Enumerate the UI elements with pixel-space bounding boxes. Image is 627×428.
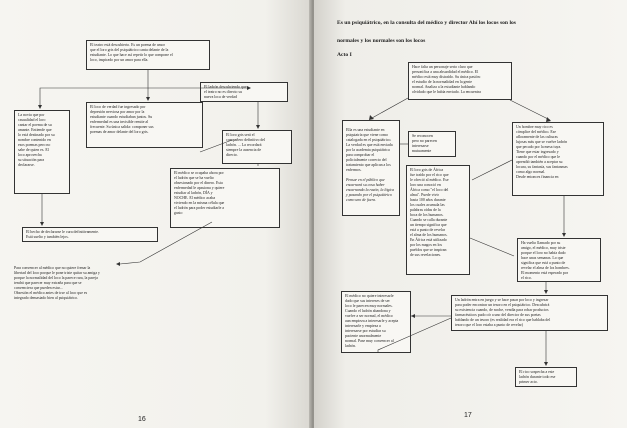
page-number-right: 17 <box>464 412 472 419</box>
box-novia: La novia que por casualidad el loro cantar el poema de su amante. Entiende que lo está destinado por su nombre contenido en esos poemas pero no sabe de quien es. El loco aprovecha su situación para declararse. <box>14 110 70 194</box>
box-medico-convencer: Para convencer al médico que no quiere frenar la libertad del loco porque le pone triste quitar su amiga y porque la normalidad del loco la parece rara, la pareja tendrá que parecer muy extraña para que se convenciera que pueden estar... Obsesión el médico antes de irse al loco que es integrado demasiado bien al psiquiátrico. <box>14 266 101 300</box>
act-heading: Acto I <box>337 52 352 58</box>
arrow-ladron-to-medico-b <box>378 318 451 353</box>
box-teatro-descubierto: El teatro está descubierto. Es un poema de amor que el loro gris del psiquiátrico canta delante de la estudiante. Lo que hace así repetir lo que compone el loco, inspirado por un amor para ella. <box>86 40 210 70</box>
box-ladron-entra: Un ladrón entra en juego y se hace pasar por loco y ingresar para poder encontrar un tesoro en el psiquiátrico. Descubrirá su existencia cuando, de noche, vendía para robar productos farmacéuticos pudo oír a uno del director de sus poetas hablando de un tesoro (es realidad era el rico que hablaba del tesoro que el loro estaba a punto de revelar) <box>451 295 608 331</box>
page-title-line-2: normales y los normales son los locos <box>337 38 426 44</box>
box-medico-ocupaba: El médico se ocupaba ahora por el ladrón que se ha vuelto obsesionado por el dinero. Esta enfermedad le apasiona y quiere estudiar al ladrón, DÍA y NOCHE. El médico acaba viviendo en la misma célula que el ladrón para poder estudiarle a gusto <box>170 168 280 228</box>
arrow-intro-to-rico <box>510 100 550 120</box>
page-title-line-1: Es un psiquiátrico, en la consulta del médico y director Ahí los locos son los <box>337 20 516 26</box>
estudiante-note: Pensar en el público que encarnará su cosa haber encarnando la razón, la lógica y pasando por el psiquiátrico como uno de fuera. <box>346 178 395 202</box>
box-loro-gris-companero: El loro gris será el compañero definitivo del ladrón. ... La recordará siempre la ausencia de directo. <box>222 130 292 164</box>
right-page <box>314 0 627 428</box>
box-hombre-rico: Un hombre muy rico es cómplice del médico. Ese afloramente de las culturas lujosas más que se vuelve ladrón que pecado por la mesa tuya. Tiene que estar ingresado y cuando por el médico que le aprendió también a aceptar su locura, su fantasía, sus fantasmas como algo normal. Desde entonces financia en <box>512 122 604 196</box>
right-arrows <box>314 0 627 428</box>
page-number-left: 16 <box>138 416 146 423</box>
left-page <box>0 0 312 428</box>
arrow-loro-to-vuelto <box>470 238 514 256</box>
box-medico-interesarse: El médico no quiere interesarle dado que sus intereses de ser loco le parecen muy normales. Cuando el ladrón abandona y vuelve a ser normal, el médico aun empieza a interesarle y acepta interesarle y empieza a interesarse por estudiar su paciente anormalmente normal. Pase muy convencer al ladrón. <box>341 291 411 353</box>
arrow-intro-to-estudiante <box>372 98 408 118</box>
box-hecho-declararse: El hecho de declararse le cura definitivamente. Está suelto y también lejos. <box>22 227 158 242</box>
box-intro-medico: Hace falta un personaje serio claro que personifica a una absurdidad el médico. El médico está muy distraído. Su única pasión: el estudio de la normalidad en la gente normal. Analiza a la estudiante hablando olvidado que le había enviado. La encuentra <box>408 62 512 100</box>
box-rico-sospecha: El rico sospecha a este ladrón durante todo ese primer acto. <box>515 367 577 387</box>
arrow-rico-to-loro <box>472 160 512 180</box>
box-loro-africa: El loro gris de África fue traído por el rico que le ofreció al médico. Ese loro una conoció en África como "el loco del alma". Puede vivir hasta 100 años durante los cuales acumula las palabras oídas de la boca de los humanos. Cuando se calla durante un tiempo significa que está a punto de revelar el alma de los humanos. En África está utilizado por los magos en los pueblos que se inspiran de sus revelaciones. <box>406 165 470 275</box>
arrow-loco-to-loro <box>200 140 232 152</box>
arrow-top-to-novia <box>40 70 148 108</box>
estudiante-text: Ella es una estudiante en psiquiatría que viene como catalogada en el psiquiátrico. La verdad es que está enviada por la academia psiquiátrica para comprobar el policialmente correcto del tratamiento que aplican a los enfermos. <box>346 128 393 172</box>
box-loco-de-verdad: El loco de verdad fue ingresado por depresión nerviosa por amor por la estudiante cuando estudiaban juntos. Su enfermedad es una invisible remite al frecuente. Su única salida: componer sus poemas de amor delante del loro gris. <box>86 102 203 148</box>
left-arrows <box>0 0 312 428</box>
arrow-medico-to-convencer <box>120 222 212 264</box>
box-reconocen: Se reconocen pero no parecen interesarse mutuamente <box>408 131 456 157</box>
box-ladron-descubriendo: El ladrón descubriendo que el teatro no es directo su nueva loca de verdad <box>200 82 288 102</box>
box-vuelto-loco: Ha vuelto llamado por su amigo, el médico, muy triste porque el loro no había dado hace unas semanas. Lo que significa que está a punto de revelar el alma de los hombres. El momento está esperado por el rico. <box>517 238 601 282</box>
